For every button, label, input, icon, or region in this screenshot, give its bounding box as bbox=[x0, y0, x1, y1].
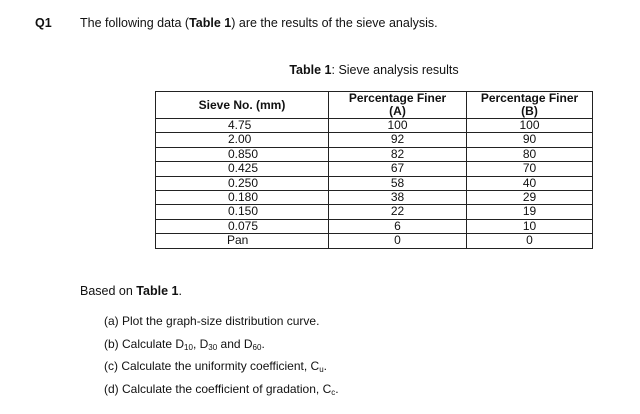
table-caption bbox=[0, 63, 640, 77]
cell-sieve-size: 0.425 bbox=[156, 162, 329, 176]
cell-sieve-size: Pan bbox=[156, 234, 329, 248]
task-d-end: . bbox=[335, 381, 339, 396]
table-row bbox=[156, 147, 593, 161]
cell-sieve-size: 0.850 bbox=[156, 147, 329, 161]
intro-text-end: ) are the results of the sieve analysis. bbox=[231, 16, 438, 30]
cell-finer-b: 10 bbox=[467, 219, 593, 233]
sieve-analysis-table bbox=[155, 91, 593, 249]
based-on-prefix: Based on bbox=[80, 284, 137, 298]
cell-finer-b: 70 bbox=[467, 162, 593, 176]
based-on-table-ref: Table 1 bbox=[136, 284, 179, 298]
task-d bbox=[104, 382, 339, 405]
cell-finer-a: 38 bbox=[329, 191, 467, 205]
task-b-text: (b) Calculate D bbox=[104, 336, 185, 351]
task-c bbox=[104, 359, 339, 382]
header-a-line1: Percentage Finer bbox=[348, 91, 447, 105]
task-d-text: (d) Calculate the coefficient of gradation, C bbox=[104, 381, 332, 396]
cell-finer-a: 100 bbox=[329, 119, 467, 133]
header-percent-finer-b bbox=[467, 92, 593, 119]
cell-finer-a: 58 bbox=[329, 176, 467, 190]
table-row bbox=[156, 176, 593, 190]
header-b-line1: Percentage Finer bbox=[480, 91, 579, 105]
cell-finer-a: 22 bbox=[329, 205, 467, 219]
cell-finer-a: 0 bbox=[329, 234, 467, 248]
based-on-suffix: . bbox=[178, 284, 182, 298]
task-a: (a) Plot the graph-size distribution curve. bbox=[104, 314, 320, 328]
cell-finer-b: 29 bbox=[467, 191, 593, 205]
table-row bbox=[156, 219, 593, 233]
table-row bbox=[156, 191, 593, 205]
cell-sieve-size: 4.75 bbox=[156, 119, 329, 133]
cell-sieve-size: 0.250 bbox=[156, 176, 329, 190]
task-b-sep1: , D bbox=[192, 336, 209, 351]
header-percent-finer-a bbox=[329, 92, 467, 119]
cell-sieve-size: 0.150 bbox=[156, 205, 329, 219]
cell-finer-a: 82 bbox=[329, 147, 467, 161]
header-sieve: Sieve No. (mm) bbox=[156, 92, 329, 119]
task-c-end: . bbox=[323, 359, 327, 373]
cell-finer-a: 6 bbox=[329, 219, 467, 233]
based-on-line bbox=[80, 284, 182, 298]
cell-sieve-size: 0.180 bbox=[156, 191, 329, 205]
task-b-sub-60: 60 bbox=[252, 342, 262, 352]
header-a-line2: (A) bbox=[389, 104, 406, 118]
task-c-text: (c) Calculate the uniformity coefficient, C bbox=[104, 359, 320, 373]
task-d-sub: c bbox=[331, 387, 336, 397]
task-b-sep2: and D bbox=[217, 336, 253, 351]
cell-finer-b: 90 bbox=[467, 133, 593, 147]
cell-finer-b: 0 bbox=[467, 234, 593, 248]
cell-sieve-size: 2.00 bbox=[156, 133, 329, 147]
table-row bbox=[156, 119, 593, 133]
table-row bbox=[156, 133, 593, 147]
table-row bbox=[156, 205, 593, 219]
intro-table-ref: Table 1 bbox=[189, 16, 232, 30]
caption-text: : Sieve analysis results bbox=[331, 63, 459, 77]
task-b-sub-30: 30 bbox=[208, 342, 218, 352]
intro-text-start: The following data ( bbox=[80, 16, 190, 30]
task-b-sub-10: 10 bbox=[184, 342, 193, 352]
header-b-line2: (B) bbox=[521, 104, 538, 118]
question-number: Q1 bbox=[35, 16, 52, 30]
cell-finer-b: 80 bbox=[467, 147, 593, 161]
cell-finer-b: 19 bbox=[467, 205, 593, 219]
task-b-end: . bbox=[261, 336, 265, 351]
table-row bbox=[156, 234, 593, 248]
caption-label: Table 1 bbox=[289, 63, 332, 77]
cell-finer-a: 92 bbox=[329, 133, 467, 147]
task-c-sub: u bbox=[319, 365, 324, 374]
task-list bbox=[104, 314, 339, 404]
cell-finer-b: 40 bbox=[467, 176, 593, 190]
question-intro bbox=[80, 16, 438, 30]
cell-finer-a: 67 bbox=[329, 162, 467, 176]
task-b bbox=[104, 337, 339, 360]
cell-finer-b: 100 bbox=[467, 119, 593, 133]
table-header-row bbox=[156, 92, 593, 119]
table-row bbox=[156, 162, 593, 176]
cell-sieve-size: 0.075 bbox=[156, 219, 329, 233]
